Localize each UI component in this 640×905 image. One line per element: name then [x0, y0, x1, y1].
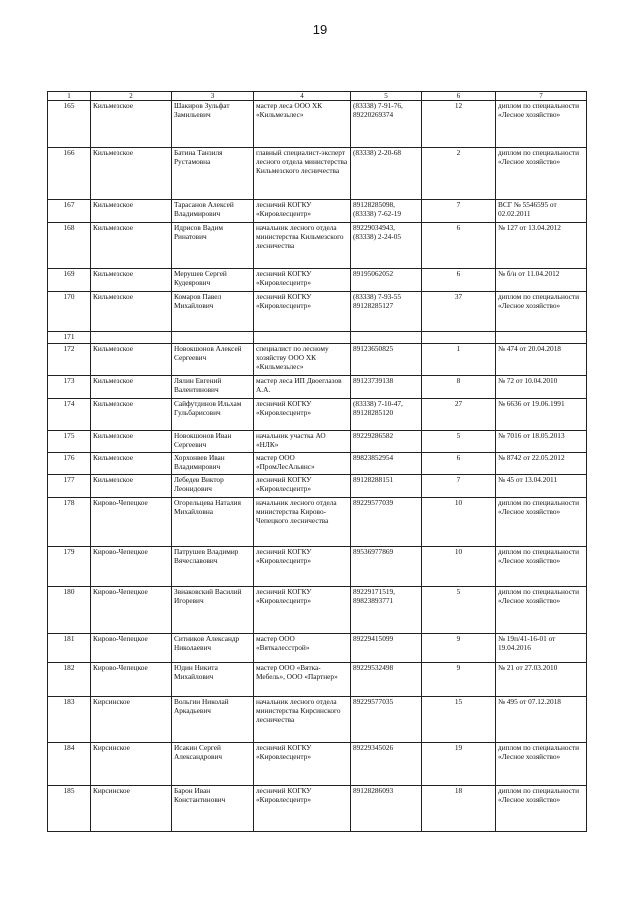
document-cell [496, 332, 587, 344]
row-number-cell: 178 [48, 498, 91, 547]
table-row [48, 344, 587, 376]
phone-cell: 89229415099 [351, 634, 422, 663]
person-name-cell: Лебедев Виктор Леонидович [172, 475, 254, 498]
person-name-cell: Шакиров Зульфат Замильевич [172, 101, 254, 148]
person-name-cell: Батина Танзиля Рустамовна [172, 148, 254, 200]
table-row [48, 200, 587, 223]
document-cell: № 8742 от 22.05.2012 [496, 453, 587, 475]
person-name-cell: Мерушев Сергей Кудеярович [172, 269, 254, 292]
document-cell: диплом по специальности «Лесное хозяйство» [496, 292, 587, 332]
experience-cell: 37 [422, 292, 496, 332]
table-row [48, 332, 587, 344]
district-cell: Кильмезское [91, 344, 172, 376]
document-cell: диплом по специальности «Лесное хозяйство» [496, 148, 587, 200]
document-cell: № 474 от 20.04.2018 [496, 344, 587, 376]
experience-cell: 12 [422, 101, 496, 148]
experience-cell: 19 [422, 743, 496, 786]
row-number-cell: 170 [48, 292, 91, 332]
table-row [48, 663, 587, 697]
person-name-cell: Юдин Никита Михайлович [172, 663, 254, 697]
experience-cell: 9 [422, 634, 496, 663]
table-row [48, 148, 587, 200]
table-row [48, 697, 587, 743]
district-cell: Кирсинское [91, 697, 172, 743]
document-cell: диплом по специальности «Лесное хозяйство» [496, 498, 587, 547]
table-row [48, 376, 587, 399]
row-number-cell: 182 [48, 663, 91, 697]
row-number-cell: 173 [48, 376, 91, 399]
row-number-cell: 175 [48, 431, 91, 453]
person-name-cell: Новокшонов Алексей Сергеевич [172, 344, 254, 376]
experience-cell: 6 [422, 453, 496, 475]
column-header: 5 [351, 92, 422, 101]
row-number-cell: 171 [48, 332, 91, 344]
district-cell: Кирово-Чепецкое [91, 663, 172, 697]
document-cell: диплом по специальности «Лесное хозяйство» [496, 547, 587, 587]
position-cell: лесничий КОГКУ «Кировлесцентр» [254, 475, 351, 498]
district-cell: Кирсинское [91, 743, 172, 786]
table-row [48, 547, 587, 587]
position-cell: специалист по лесному хозяйству ООО ХК «Кильмезьлес» [254, 344, 351, 376]
phone-cell: 89123650825 [351, 344, 422, 376]
person-name-cell [172, 332, 254, 344]
position-cell: лесничий КОГКУ «Кировлесцентр» [254, 292, 351, 332]
position-cell: мастер ООО «ПромЛесАльянс» [254, 453, 351, 475]
person-name-cell: Ситников Александр Николаевич [172, 634, 254, 663]
district-cell: Кильмезское [91, 148, 172, 200]
experience-cell: 10 [422, 498, 496, 547]
table-row [48, 786, 587, 832]
person-name-cell: Новокшонов Иван Сергеевич [172, 431, 254, 453]
district-cell: Кильмезское [91, 101, 172, 148]
district-cell: Кильмезское [91, 453, 172, 475]
experience-cell: 18 [422, 786, 496, 832]
document-cell: № 72 от 10.04.2010 [496, 376, 587, 399]
row-number-cell: 176 [48, 453, 91, 475]
document-cell: № 6636 от 19.06.1991 [496, 399, 587, 431]
column-header: 6 [422, 92, 496, 101]
phone-cell: 89229286582 [351, 431, 422, 453]
position-cell: лесничий КОГКУ «Кировлесцентр» [254, 587, 351, 634]
district-cell: Кирово-Чепецкое [91, 634, 172, 663]
district-cell: Кильмезское [91, 200, 172, 223]
row-number-cell: 165 [48, 101, 91, 148]
position-cell: мастер леса ИП Двоеглазов А.А. [254, 376, 351, 399]
document-cell: диплом по специальности «Лесное хозяйство» [496, 101, 587, 148]
table-row [48, 634, 587, 663]
table-row [48, 101, 587, 148]
position-cell: лесничий КОГКУ «Кировлесцентр» [254, 399, 351, 431]
row-number-cell: 166 [48, 148, 91, 200]
phone-cell: 89229171519, 89823893771 [351, 587, 422, 634]
position-cell: лесничий КОГКУ «Кировлесцентр» [254, 786, 351, 832]
table-row [48, 743, 587, 786]
phone-cell: 89195062052 [351, 269, 422, 292]
district-cell: Кирово-Чепецкое [91, 587, 172, 634]
phone-cell: (83338) 7-10-47, 89128285120 [351, 399, 422, 431]
person-name-cell: Звиаковский Василий Игоревич [172, 587, 254, 634]
person-name-cell: Сайфутдинов Ильхам Гульбарисович [172, 399, 254, 431]
person-name-cell: Исакин Сергей Александрович [172, 743, 254, 786]
table-row [48, 223, 587, 269]
column-header: 1 [48, 92, 91, 101]
district-cell: Кильмезское [91, 292, 172, 332]
row-number-cell: 169 [48, 269, 91, 292]
position-cell: лесничий КОГКУ «Кировлесцентр» [254, 269, 351, 292]
phone-cell: 89229577035 [351, 697, 422, 743]
column-header: 3 [172, 92, 254, 101]
position-cell: мастер леса ООО ХК «Кильмезьлес» [254, 101, 351, 148]
document-cell: № 127 от 13.04.2012 [496, 223, 587, 269]
phone-cell: (83338) 7-91-76, 89220269374 [351, 101, 422, 148]
phone-cell: 89128288151 [351, 475, 422, 498]
phone-cell: (83338) 2-20-68 [351, 148, 422, 200]
position-cell: мастер ООО «Вяткалесстрой» [254, 634, 351, 663]
phone-cell: 89229532498 [351, 663, 422, 697]
person-name-cell: Вольгин Николай Аркадьевич [172, 697, 254, 743]
position-cell: лесничий КОГКУ «Кировлесцентр» [254, 743, 351, 786]
person-name-cell: Лялин Евгений Валентинович [172, 376, 254, 399]
row-number-cell: 179 [48, 547, 91, 587]
registry-table [47, 91, 587, 832]
phone-cell: 89536977869 [351, 547, 422, 587]
person-name-cell: Хорхонвев Иван Владимирович [172, 453, 254, 475]
district-cell: Кильмезское [91, 376, 172, 399]
district-cell: Кирово-Чепецкое [91, 498, 172, 547]
table-header-row [48, 92, 587, 101]
district-cell: Кильмезское [91, 475, 172, 498]
table-row [48, 453, 587, 475]
experience-cell: 9 [422, 663, 496, 697]
document-cell: № 495 от 07.12.2018 [496, 697, 587, 743]
person-name-cell: Идрисов Вадим Ринатович [172, 223, 254, 269]
experience-cell: 5 [422, 587, 496, 634]
experience-cell: 8 [422, 376, 496, 399]
experience-cell: 6 [422, 223, 496, 269]
experience-cell: 1 [422, 344, 496, 376]
district-cell: Кирсинское [91, 786, 172, 832]
document-cell: диплом по специальности «Лесное хозяйство» [496, 743, 587, 786]
position-cell: мастер ООО «Вятка-Мебель», ООО «Партнер» [254, 663, 351, 697]
phone-cell: 89123739138 [351, 376, 422, 399]
experience-cell: 7 [422, 200, 496, 223]
position-cell: начальник лесного отдела министерства Кильмезского лесничества [254, 223, 351, 269]
table-row [48, 431, 587, 453]
person-name-cell: Патрушев Владимир Вячеславович [172, 547, 254, 587]
district-cell: Кильмезское [91, 431, 172, 453]
experience-cell: 15 [422, 697, 496, 743]
column-header: 7 [496, 92, 587, 101]
position-cell: лесничий КОГКУ «Кировлесцентр» [254, 200, 351, 223]
table-row [48, 475, 587, 498]
district-cell: Кирово-Чепецкое [91, 547, 172, 587]
position-cell: главный специалист-эксперт лесного отдела министерства Кильмезского лесничества [254, 148, 351, 200]
document-cell: № 19п/41-16-01 от 19.04.2016 [496, 634, 587, 663]
district-cell: Кильмезское [91, 269, 172, 292]
row-number-cell: 168 [48, 223, 91, 269]
document-cell: № б/н от 11.04.2012 [496, 269, 587, 292]
column-header: 4 [254, 92, 351, 101]
row-number-cell: 174 [48, 399, 91, 431]
row-number-cell: 180 [48, 587, 91, 634]
district-cell: Кильмезское [91, 399, 172, 431]
document-cell: диплом по специальности «Лесное хозяйство» [496, 587, 587, 634]
document-cell: № 7016 от 18.05.2013 [496, 431, 587, 453]
position-cell [254, 332, 351, 344]
person-name-cell: Тарасанов Алексей Владимирович [172, 200, 254, 223]
phone-cell: 89229577039 [351, 498, 422, 547]
person-name-cell: Огорельцева Наталия Михайловна [172, 498, 254, 547]
row-number-cell: 183 [48, 697, 91, 743]
page-number: 19 [312, 22, 328, 37]
table-row [48, 587, 587, 634]
document-cell: № 21 от 27.03.2010 [496, 663, 587, 697]
position-cell: начальник лесного отдела министерства Кирово-Чепецкого лесничества [254, 498, 351, 547]
position-cell: начальник лесного отдела министерства Кирсинского лесничества [254, 697, 351, 743]
district-cell: Кильмезское [91, 223, 172, 269]
column-header: 2 [91, 92, 172, 101]
row-number-cell: 185 [48, 786, 91, 832]
table-row [48, 498, 587, 547]
phone-cell: 89128285098, (83338) 7-62-19 [351, 200, 422, 223]
document-cell: № 45 от 13.04.2011 [496, 475, 587, 498]
row-number-cell: 181 [48, 634, 91, 663]
experience-cell [422, 332, 496, 344]
phone-cell: 89229345026 [351, 743, 422, 786]
person-name-cell: Комаров Павел Михайлович [172, 292, 254, 332]
phone-cell [351, 332, 422, 344]
phone-cell: (83338) 7-93-55 89128285127 [351, 292, 422, 332]
experience-cell: 5 [422, 431, 496, 453]
phone-cell: 89229034943, (83338) 2-24-05 [351, 223, 422, 269]
row-number-cell: 172 [48, 344, 91, 376]
row-number-cell: 184 [48, 743, 91, 786]
experience-cell: 7 [422, 475, 496, 498]
document-cell: диплом по специальности «Лесное хозяйство» [496, 786, 587, 832]
experience-cell: 6 [422, 269, 496, 292]
table-row [48, 269, 587, 292]
position-cell: начальник участка АО «НЛК» [254, 431, 351, 453]
person-name-cell: Барон Иван Константинович [172, 786, 254, 832]
table-row [48, 292, 587, 332]
table-row [48, 399, 587, 431]
document-cell: ВСГ № 5546595 от 02.02.2011 [496, 200, 587, 223]
row-number-cell: 167 [48, 200, 91, 223]
experience-cell: 27 [422, 399, 496, 431]
district-cell [91, 332, 172, 344]
position-cell: лесничий КОГКУ «Кировлесцентр» [254, 547, 351, 587]
phone-cell: 89128286093 [351, 786, 422, 832]
experience-cell: 2 [422, 148, 496, 200]
experience-cell: 10 [422, 547, 496, 587]
row-number-cell: 177 [48, 475, 91, 498]
phone-cell: 89823852954 [351, 453, 422, 475]
